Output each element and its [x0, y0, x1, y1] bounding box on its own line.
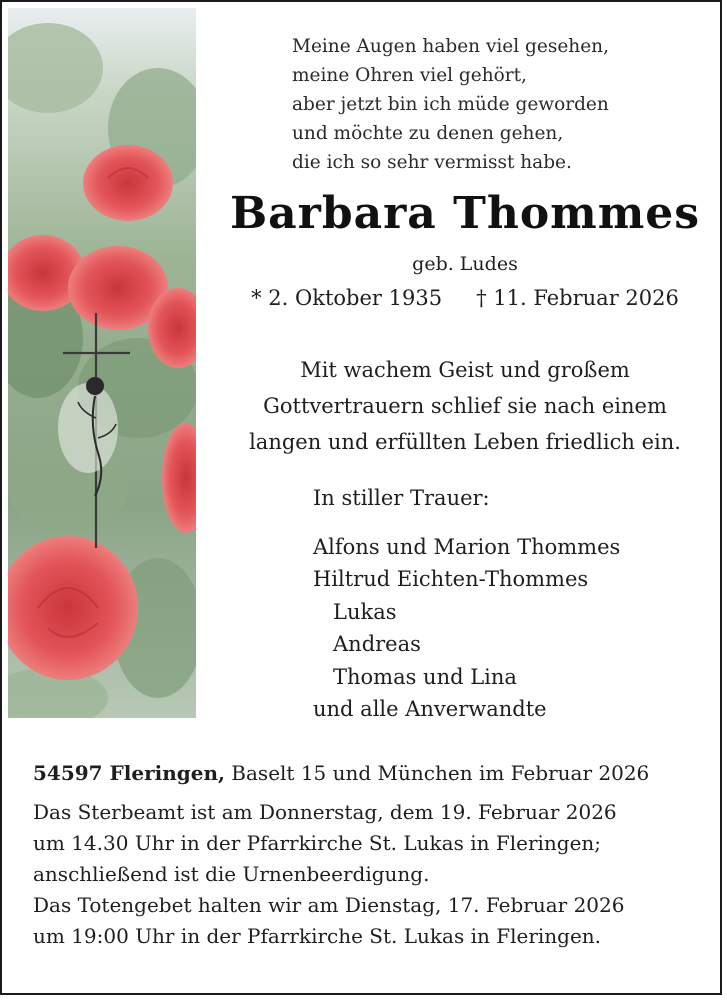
poem-line: die ich so sehr vermisst habe. — [292, 152, 572, 173]
mourner-name: Hiltrud Eichten-Thommes — [313, 567, 589, 591]
address-line — [33, 758, 708, 789]
mourner-name: Lukas — [333, 599, 397, 624]
statement-line: Mit wachem Geist und großem — [300, 358, 630, 382]
service-line: anschließend ist die Urnenbeerdigung. — [33, 862, 430, 886]
birth-date: * 2. Oktober 1935 — [251, 286, 443, 310]
mourners-intro: In stiller Trauer: — [313, 486, 490, 510]
mourner-name: Thomas und Lina — [333, 664, 517, 689]
mourner-name: und alle Anverwandte — [313, 697, 547, 721]
service-line: um 14.30 Uhr in der Pfarrkirche St. Lukas in Fleringen; — [33, 831, 602, 855]
poem-line: Meine Augen haben viel gesehen, — [292, 36, 609, 57]
poem-line: und möchte zu denen gehen, — [292, 123, 564, 144]
service-line: Das Sterbeamt ist am Donnerstag, dem 19. Februar 2026 — [33, 800, 617, 824]
poem-line: aber jetzt bin ich müde geworden — [292, 94, 609, 115]
address-place: 54597 Fleringen, — [33, 761, 225, 785]
mourner-name: Andreas — [333, 632, 421, 656]
statement-line: Gottvertrauern schlief sie nach einem — [263, 394, 667, 418]
service-info — [33, 758, 708, 952]
mourners — [313, 482, 713, 726]
address-rest: Baselt 15 und München im Februar 2026 — [224, 761, 650, 785]
service-line: um 19:00 Uhr in der Pfarrkirche St. Lukas in Fleringen. — [33, 924, 602, 948]
statement-line: langen und erfüllten Leben friedlich ein. — [249, 430, 681, 454]
death-date: † 11. Februar 2026 — [476, 286, 679, 310]
poem — [292, 32, 712, 177]
rose-photo — [8, 8, 196, 718]
life-dates — [210, 286, 720, 310]
mourner-name: Alfons und Marion Thommes — [313, 534, 621, 559]
poem-line: meine Ohren viel gehört, — [292, 65, 527, 86]
service-line: Das Totengebet halten wir am Dienstag, 17. Februar 2026 — [33, 893, 625, 917]
statement — [210, 352, 720, 460]
birth-name: geb. Ludes — [412, 253, 518, 275]
deceased-name: Barbara Thommes — [229, 188, 701, 239]
